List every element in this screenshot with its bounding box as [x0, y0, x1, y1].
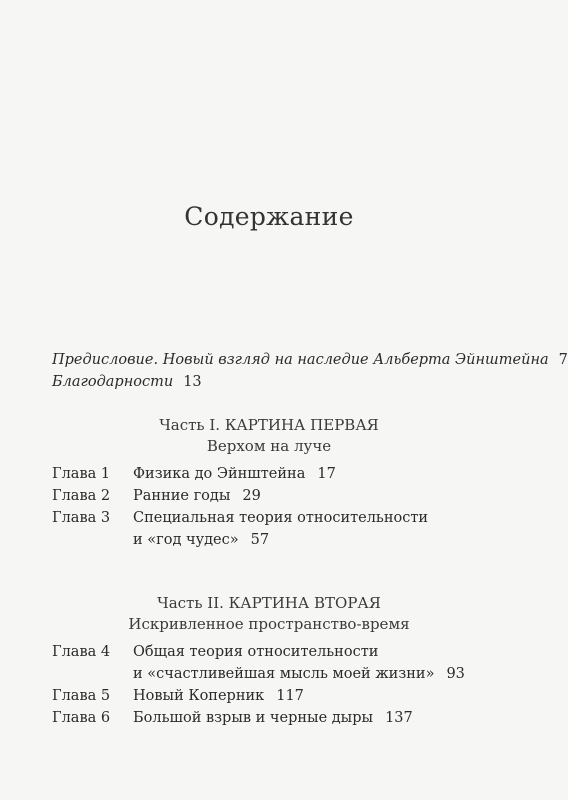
toc-entry-chapter-3[interactable]: [52, 510, 428, 554]
chapter-page: 117: [276, 688, 304, 704]
chapter-label: Глава 2: [52, 488, 111, 504]
chapter-label: Глава 3: [52, 510, 111, 526]
entry-title: Предисловие. Новый взгляд на наследие Альберта Эйнштейна: [52, 352, 549, 368]
entry-page: 7: [558, 352, 568, 368]
chapter-title: Ранние годы: [133, 488, 231, 504]
chapter-title-line-2: и «год чудес»: [133, 532, 239, 548]
chapter-label: Глава 4: [52, 644, 111, 660]
toc-entry-chapter-1[interactable]: [52, 466, 428, 488]
chapter-title-line-1: Общая теория относительности: [133, 644, 379, 660]
page-title: Содержание: [184, 202, 354, 231]
chapter-title-line-1: Специальная теория относительности: [133, 510, 429, 526]
chapter-page: 137: [385, 710, 413, 726]
chapter-page: 17: [317, 466, 336, 482]
part-subtitle: Искривленное пространство-время: [128, 615, 410, 633]
chapter-label: Глава 6: [52, 710, 111, 726]
entry-page: 13: [183, 374, 202, 390]
part-subtitle: Верхом на луче: [206, 437, 332, 455]
chapter-title: Новый Коперник: [133, 688, 265, 704]
part-1-heading: [0, 416, 538, 458]
chapter-page: 29: [242, 488, 261, 504]
chapter-page: 93: [446, 666, 465, 682]
chapter-title: Большой взрыв и черные дыры: [133, 710, 374, 726]
chapter-label: Глава 5: [52, 688, 111, 704]
front-matter: [52, 352, 568, 396]
part-2-heading: [0, 594, 538, 636]
toc-entry-preface[interactable]: [52, 352, 568, 374]
chapter-page: 57: [250, 532, 270, 548]
toc-entry-chapter-4[interactable]: [52, 644, 465, 688]
chapter-title-line-2: и «счастливейшая мысль моей жизни»: [133, 666, 435, 682]
chapter-label: Глава 1: [52, 466, 111, 482]
toc-entry-chapter-6[interactable]: [52, 710, 465, 732]
toc-entry-chapter-2[interactable]: [52, 488, 428, 510]
part-title: Часть I. КАРТИНА ПЕРВАЯ: [159, 416, 379, 434]
toc-entry-acknowledgements[interactable]: [52, 374, 568, 396]
entry-title: Благодарности: [52, 374, 174, 390]
part-2-chapters: [52, 644, 465, 732]
part-1-chapters: [52, 466, 428, 554]
chapter-title: Физика до Эйнштейна: [133, 466, 306, 482]
toc-entry-chapter-5[interactable]: [52, 688, 465, 710]
part-title: Часть II. КАРТИНА ВТОРАЯ: [157, 594, 381, 612]
